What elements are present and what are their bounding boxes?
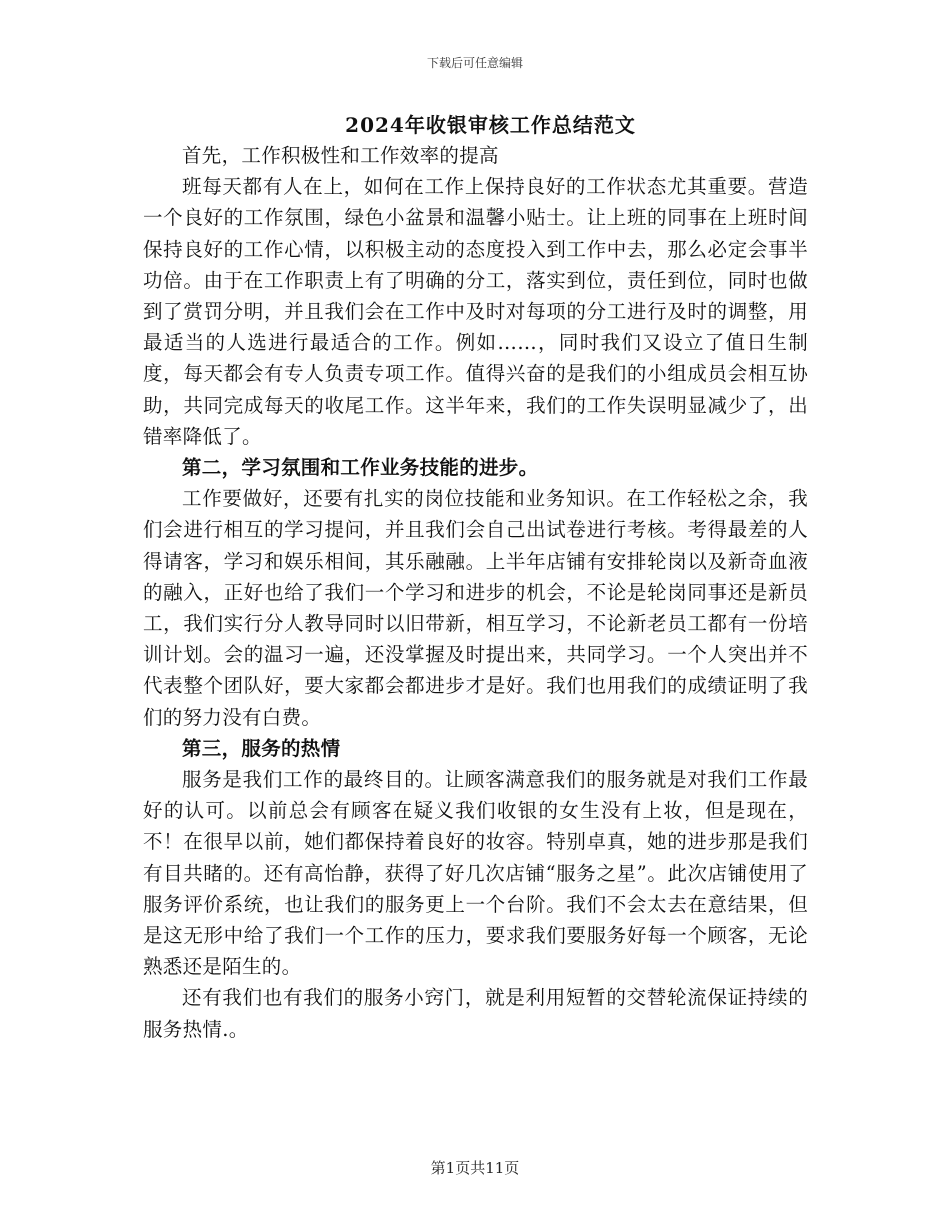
document-title: 2024年收银审核工作总结范文: [345, 113, 636, 137]
paragraph-intro-heading: 首先，工作积极性和工作效率的提高: [182, 144, 499, 167]
page-header-note: 下载后可任意编辑: [426, 56, 523, 70]
section-heading-service: 第三，服务的热情: [182, 736, 341, 760]
paragraph-work-efficiency: 班每天都有人在上，如何在工作上保持良好的工作状态尤其重要。营造一个良好的工作氛围，绿色小盆景和温馨小贴士。让上班的同事在上班时间保持良好的工作心情，以积极主动的态度投入到工作中去，那么必定会事半功倍。由于在工作职责上有了明确的分工，落实到位，责任到位，同时也做到了赏罚分明，并且我们会在工作中及时对每项的分工进行及时的调整，用最适当的人选进行最适合的工作。例如……，同时我们又设立了值日生制度，每天都会有专人负责专项工作。值得兴奋的是我们的小组成员会相互协助，共同完成每天的收尾工作。这半年来，我们的工作失误明显减少了，出错率降低了。: [143, 175, 808, 448]
paragraph-service-tips: 还有我们也有我们的服务小窍门，就是利用短暂的交替轮流保证持续的服务热情.。: [143, 986, 808, 1041]
page-number: 第1页共11页: [430, 1159, 520, 1177]
section-heading-learning: 第二，学习氛围和工作业务技能的进步。: [182, 456, 539, 480]
document-body: [143, 110, 808, 1045]
paragraph-service: 服务是我们工作的最终目的。让顾客满意我们的服务就是对我们工作最好的认可。以前总会有顾客在疑义我们收银的女生没有上妆，但是现在，不！在很早以前，她们都保持着良好的妆容。特别卓真，她的进步那是我们有目共睹的。还有高怡静，获得了好几次店铺“服务之星”。此次店铺使用了服务评价系统，也让我们的服务更上一个台阶。我们不会太去在意结果，但是这无形中给了我们一个工作的压力，要求我们要服务好每一个顾客，无论熟悉还是陌生的。: [143, 768, 808, 979]
paragraph-learning: 工作要做好，还要有扎实的岗位技能和业务知识。在工作轻松之余，我们会进行相互的学习提问，并且我们会自己出试卷进行考核。考得最差的人得请客，学习和娱乐相间，其乐融融。上半年店铺有安排轮岗以及新奇血液的融入，正好也给了我们一个学习和进步的机会，不论是轮岗同事还是新员工，我们实行分人教导同时以旧带新，相互学习，不论新老员工都有一份培训计划。会的温习一遍，还没掌握及时提出来，共同学习。一个人突出并不代表整个团队好，要大家都会都进步才是好。我们也用我们的成绩证明了我们的努力没有白费。: [143, 487, 808, 729]
